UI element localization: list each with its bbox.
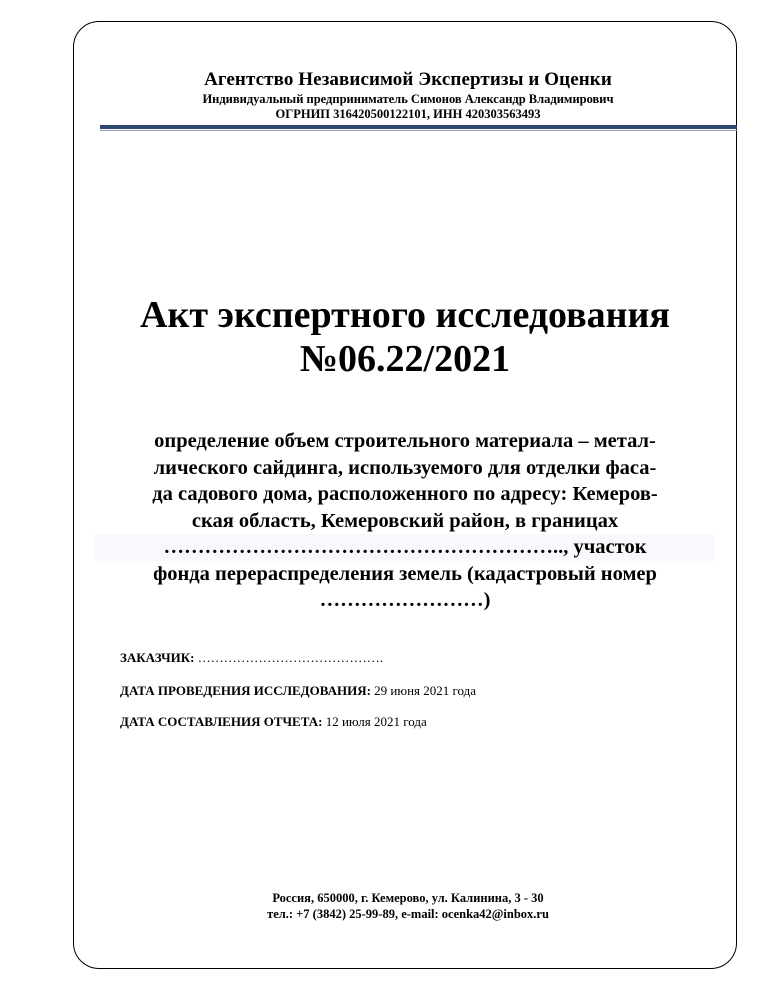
- footer-phone-email: тел.: +7 (3842) 25-99-89, e-mail: ocenka42@inbox.ru: [267, 907, 549, 921]
- document-title: [80, 293, 730, 381]
- customer-label: ЗАКАЗЧИК:: [120, 650, 195, 665]
- agency-name: Агентство Независимой Экспертизы и Оценки: [204, 69, 612, 90]
- subject-line-5: ………………………………………………….., участок: [95, 534, 715, 561]
- subject-line-3: да садового дома, расположенного по адресу: Кемеров-: [152, 483, 658, 505]
- subject-line-2: лического сайдинга, используемого для отделки фаса-: [153, 456, 657, 479]
- subject-line-4: ская область, Кемеровский район, в границах: [191, 509, 619, 532]
- report-date-field: [120, 714, 427, 730]
- research-subject: [95, 428, 715, 614]
- subject-line-7: ……………………): [319, 589, 491, 611]
- research-date-value: 29 июня 2021 года: [374, 683, 477, 698]
- report-date-label: ДАТА СОСТАВЛЕНИЯ ОТЧЕТА:: [120, 714, 323, 729]
- footer-address: Россия, 650000, г. Кемерово, ул. Калинина, 3 - 30: [272, 891, 544, 905]
- customer-field: [120, 650, 383, 666]
- header-divider-shadow: [100, 130, 737, 131]
- subject-line-6: фонда перераспределения земель (кадастровый номер: [153, 562, 657, 585]
- research-date-field: [120, 683, 476, 699]
- letterhead: [100, 68, 716, 122]
- registration-line: ОГРНИП 316420500122101, ИНН 420303563493: [275, 107, 541, 121]
- document-number: №06.22/2021: [299, 338, 511, 380]
- header-divider: [100, 125, 737, 129]
- footer-contacts: [100, 890, 716, 922]
- document-title-line-1: Акт экспертного исследования: [140, 294, 670, 336]
- research-date-label: ДАТА ПРОВЕДЕНИЯ ИССЛЕДОВАНИЯ:: [120, 683, 371, 698]
- owner-line: Индивидуальный предприниматель Симонов Александр Владимирович: [202, 92, 614, 106]
- customer-value: …………………………………….: [197, 650, 384, 665]
- subject-line-1: определение объем строительного материала – метал-: [154, 430, 656, 452]
- report-date-value: 12 июля 2021 года: [325, 714, 427, 729]
